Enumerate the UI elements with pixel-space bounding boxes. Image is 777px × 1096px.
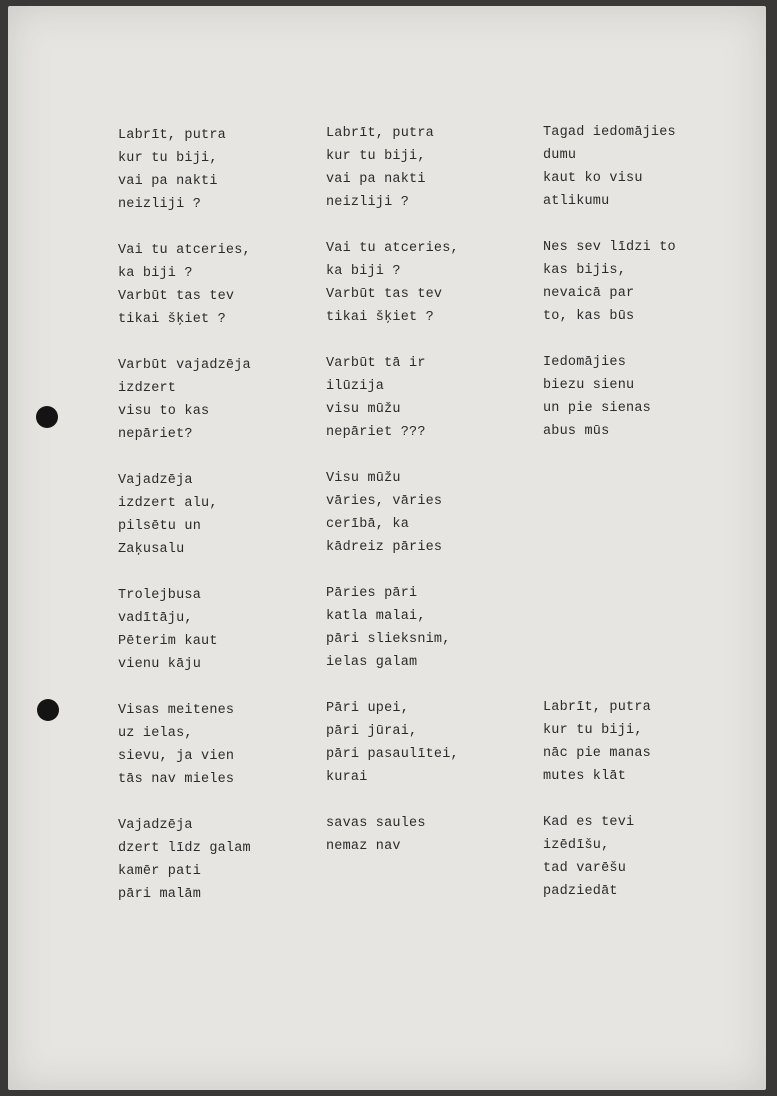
poem-line: Vai tu atceries, (326, 241, 459, 256)
poem-line: tās nav mieles (118, 772, 235, 787)
poem-line: izdzert alu, (118, 496, 218, 511)
poem-line: vadītāju, (118, 611, 193, 626)
poem-line: Visu mūžu (326, 471, 401, 486)
poem-line: nevaicā par (543, 286, 635, 301)
poem-line: Visas meitenes (118, 703, 235, 718)
poem-line: kurai (326, 770, 368, 785)
poem-line: pilsētu un (118, 519, 202, 534)
poem-line: kur tu biji, (543, 723, 643, 738)
poem-line: kaut ko visu (543, 171, 643, 186)
stanza (326, 812, 459, 858)
poem-line: vienu kāju (118, 657, 202, 672)
poem-line: kas bijis, (543, 263, 627, 278)
poem-line: tikai šķiet ? (326, 310, 434, 325)
poem-line: Varbūt tas tev (326, 287, 443, 302)
poem-line: kamēr pati (118, 864, 202, 879)
poem-line: Varbūt tas tev (118, 289, 235, 304)
poem-line: nemaz nav (326, 839, 401, 854)
stanza (326, 467, 459, 559)
poem-line: Tagad iedomājies (543, 125, 676, 140)
poem-line: izēdīšu, (543, 838, 610, 853)
poem-line: nepāriet ??? (326, 425, 426, 440)
poem-line: visu mūžu (326, 402, 401, 417)
poem-line: Vajadzēja (118, 818, 193, 833)
stanza (326, 352, 459, 444)
poem-line: Labrīt, putra (118, 128, 226, 143)
poem-line: nāc pie manas (543, 746, 651, 761)
poem-line: tad varēšu (543, 861, 627, 876)
poem-line: tikai šķiet ? (118, 312, 226, 327)
stanza (326, 237, 459, 329)
stanza (543, 581, 676, 673)
poem-line: Labrīt, putra (326, 126, 434, 141)
stanza (326, 582, 459, 674)
poem-line: cerībā, ka (326, 517, 410, 532)
poem-line: Vai tu atceries, (118, 243, 251, 258)
stanza (543, 121, 676, 213)
poem-line: pāri slieksnim, (326, 632, 451, 647)
poem-line: vāries, vāries (326, 494, 443, 509)
stanza (118, 584, 251, 676)
poem-line: savas saules (326, 816, 426, 831)
poem-line: dumu (543, 148, 577, 163)
poem-line: Trolejbusa (118, 588, 202, 603)
poem-line: un pie sienas (543, 401, 651, 416)
poem-line: mutes klāt (543, 769, 627, 784)
poem-line: katla malai, (326, 609, 426, 624)
poem-line: neizliji ? (118, 197, 202, 212)
poem-line: Pāri upei, (326, 701, 410, 716)
poem-line: uz ielas, (118, 726, 193, 741)
poem-line: Vajadzēja (118, 473, 193, 488)
stanza (543, 236, 676, 328)
poem-line: ielas galam (326, 655, 418, 670)
poem-line: ilūzija (326, 379, 385, 394)
stanza (118, 239, 251, 331)
poem-line: kur tu biji, (118, 151, 218, 166)
poem-line: ka biji ? (326, 264, 401, 279)
poem-line: Pāries pāri (326, 586, 418, 601)
poem-column-3 (543, 121, 676, 926)
poem-line: kādreiz pāries (326, 540, 443, 555)
stanza (326, 122, 459, 214)
poem-line: nepāriet? (118, 427, 193, 442)
punch-hole (36, 406, 58, 428)
poem-line: abus mūs (543, 424, 610, 439)
poem-line: visu to kas (118, 404, 210, 419)
poem-line: Iedomājies (543, 355, 627, 370)
poem-line: pāri malām (118, 887, 202, 902)
poem-line: Zaķusalu (118, 542, 185, 557)
stanza (543, 811, 676, 903)
stanza (118, 354, 251, 446)
poem-column-2 (326, 122, 459, 881)
poem-line: Labrīt, putra (543, 700, 651, 715)
stanza (326, 697, 459, 789)
stanza (118, 124, 251, 216)
poem-line: pāri pasaulītei, (326, 747, 459, 762)
poem-line: biezu sienu (543, 378, 635, 393)
poem-line: Varbūt tā ir (326, 356, 426, 371)
stanza (543, 696, 676, 788)
poem-line: vai pa nakti (118, 174, 218, 189)
poem-line: Varbūt vajadzēja (118, 358, 251, 373)
poem-line: kur tu biji, (326, 149, 426, 164)
poem-line: to, kas būs (543, 309, 635, 324)
poem-line: izdzert (118, 381, 177, 396)
poem-line: sievu, ja vien (118, 749, 235, 764)
poem-line: vai pa nakti (326, 172, 426, 187)
poem-column-1 (118, 124, 251, 929)
poem-line: pāri jūrai, (326, 724, 418, 739)
poem-line: padziedāt (543, 884, 618, 899)
typewritten-page (8, 6, 766, 1090)
stanza (543, 466, 676, 558)
stanza (118, 814, 251, 906)
poem-line: atlikumu (543, 194, 610, 209)
poem-line: dzert līdz galam (118, 841, 251, 856)
stanza (118, 469, 251, 561)
stanza (543, 351, 676, 443)
poem-line: Nes sev līdzi to (543, 240, 676, 255)
poem-line: ka biji ? (118, 266, 193, 281)
poem-line: neizliji ? (326, 195, 410, 210)
stanza (118, 699, 251, 791)
poem-line: Pēterim kaut (118, 634, 218, 649)
poem-line: Kad es tevi (543, 815, 635, 830)
punch-hole (37, 699, 59, 721)
